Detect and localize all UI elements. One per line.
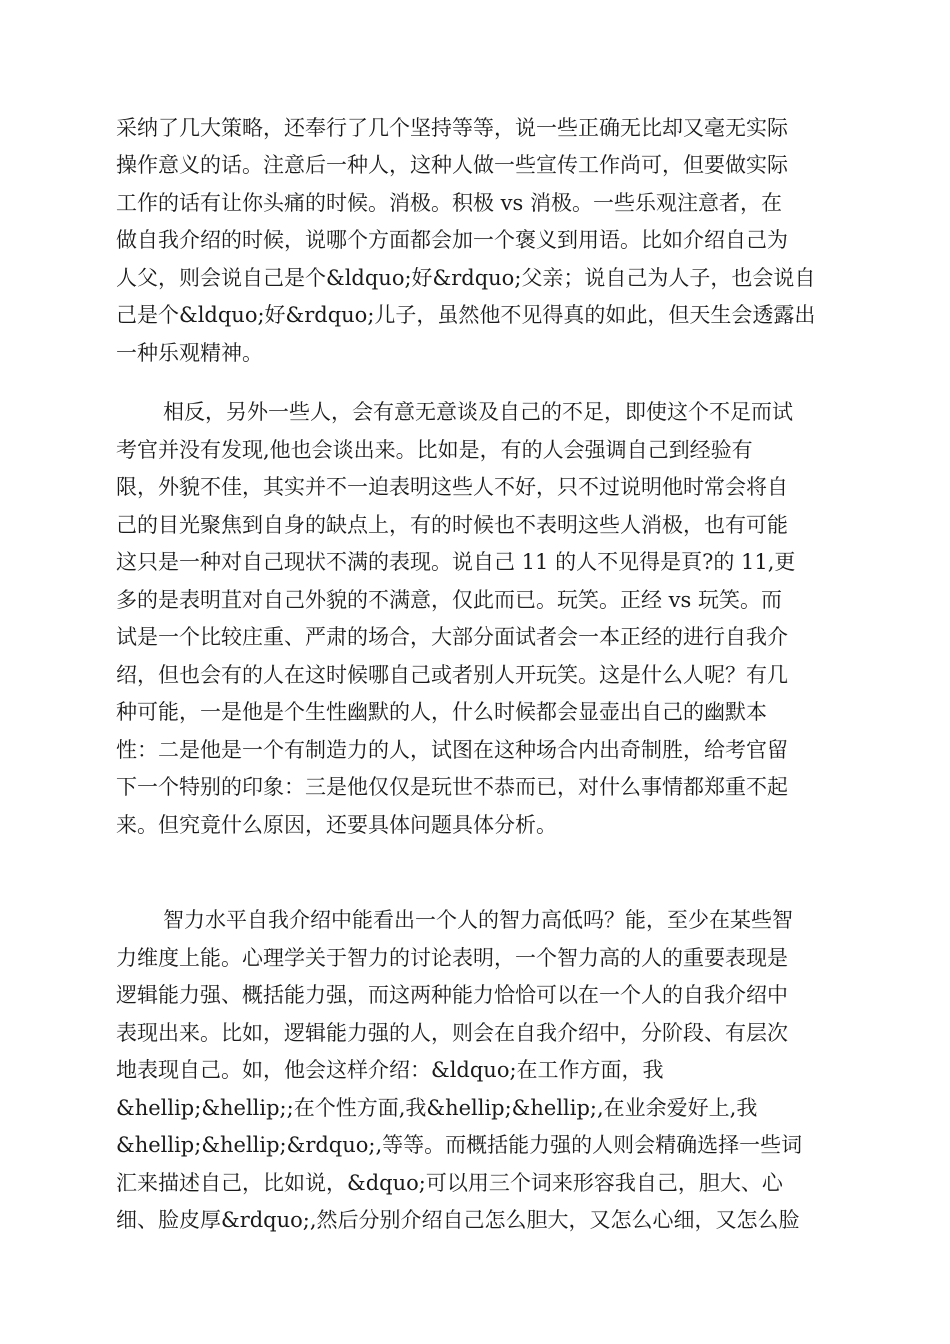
text-line: 细、脸皮厚&rdquo;,然后分别介绍自己怎么胆大，又怎么心细，又怎么脸 [116,1208,800,1232]
text-line: &hellip;&hellip;&rdquo;,等等。而概括能力强的人则会精确选择一些词 [116,1133,803,1157]
text-line: 己的目光聚焦到自身的缺点上，有的时候也不表明这些人消极，也有可能 [116,513,788,537]
text-line: 性：二是他是一个有制造力的人，试图在这种场合内出奇制胜，给考官留 [116,738,788,762]
text-line: 来。但究竟什么原因，还要具体问题具体分析。 [116,813,557,837]
text-line: 下一个特别的印象：三是他仅仅是玩世不恭而已，对什么事情都郑重不起 [116,775,788,799]
text-line: 表现出来。比如，逻辑能力强的人，则会在自我介绍中，分阶段、有层次 [116,1021,788,1045]
text-line: 这只是一种对自己现状不满的表现。说自己 11 的人不见得是頁?的 11,更 [116,550,796,574]
text-line: 己是个&ldquo;好&rdquo;儿子，虽然他不见得真的如此，但天生会透露出 [116,303,816,327]
text-line: 人父，则会说自己是个&ldquo;好&rdquo;父亲；说自己为人子，也会说自 [116,266,816,290]
text-line: 采纳了几大策略，还奉行了几个坚持等等，说一些正确无比却又毫无实际 [116,116,788,140]
text-line: 试是一个比较庄重、严肃的场合，大部分面试者会一本正经的进行自我介 [116,625,788,649]
text-line: 操作意义的话。注意后一种人，这种人做一些宣传工作尚可，但要做实际 [116,153,788,177]
text-line: 绍，但也会有的人在这时候哪自己或者别人开玩笑。这是什么人呢？有几 [116,663,788,687]
text-line: 考官并没有发现,他也会谈出来。比如是，有的人会强调自己到经验有 [116,438,753,462]
text-line: 限，外貌不佳，其实并不一迫表明这些人不好，只不过说明他时常会将自 [116,475,788,499]
text-line: 一种乐观精神。 [116,341,263,365]
text-line: 工作的话有让你头痛的时候。消极。积极 vs 消极。一些乐观注意者，在 [116,191,782,215]
text-line: 做自我介绍的时候，说哪个方面都会加一个褒义到用语。比如介绍自己为 [116,228,788,252]
text-line: &hellip;&hellip;;在个性方面,我&hellip;&hellip;,在业余爱好上,我 [116,1096,758,1120]
text-line: 力维度上能。心理学关于智力的讨论表明，一个智力高的人的重要表现是 [116,946,788,970]
text-line: 多的是表明苴对自己外貌的不满意，仅此而已。玩笑。正经 vs 玩笑。而 [116,588,782,612]
text-line: 逻辑能力强、概括能力强，而这两种能力恰恰可以在一个人的自我介绍中 [116,983,788,1007]
text-line: 种可能，一是他是个生性幽默的人，什么时候都会显壶出自己的幽默本 [116,700,767,724]
text-line: 汇来描述自己，比如说，&dquo;可以用三个词来形容我自己，胆大、心 [116,1171,783,1195]
text-line: 相反，另外一些人，会有意无意谈及自己的不足，即使这个不足而试 [163,400,793,424]
text-line: 智力水平自我介绍中能看出一个人的智力高低吗？能，至少在某些智 [163,908,793,932]
text-line: 地表现自己。如，他会这样介绍：&ldquo;在工作方面，我 [116,1058,664,1082]
